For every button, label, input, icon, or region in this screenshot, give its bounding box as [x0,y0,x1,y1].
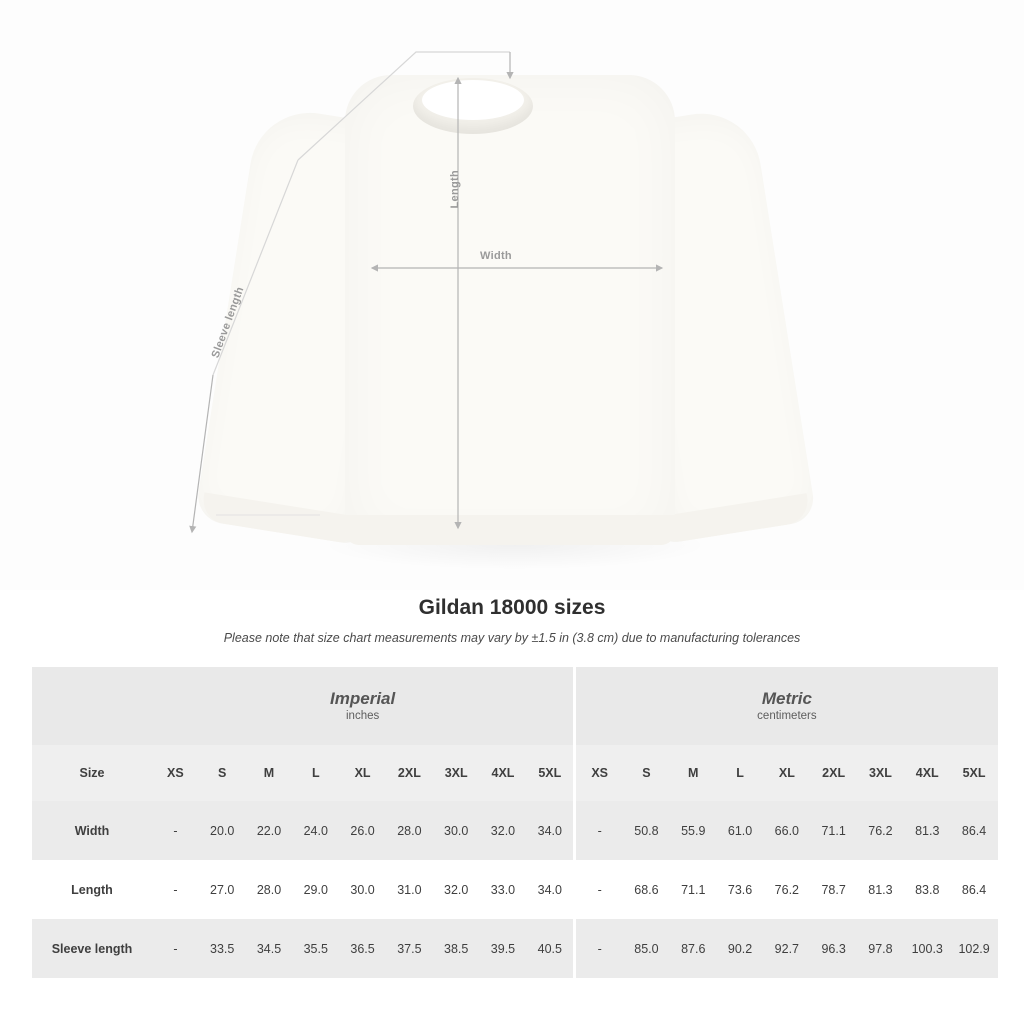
cell-metric: 78.7 [810,860,857,919]
page-title: Gildan 18000 sizes [418,596,606,619]
table-row [32,801,998,860]
cell-metric: 73.6 [717,860,764,919]
cell-metric: 81.3 [904,801,951,860]
cell-imperial: 29.0 [292,860,339,919]
cell-imperial: 33.0 [480,860,527,919]
row-label: Width [32,801,152,860]
cell-imperial: 35.5 [292,919,339,978]
cell-imperial: 34.0 [526,860,573,919]
header-size-5xl: 5XL [538,766,562,780]
cell-metric: - [576,919,623,978]
width-dimension-label: Width [480,250,512,262]
cell-metric: 90.2 [717,919,764,978]
system-header-imperial [152,667,573,745]
cell-metric: 87.6 [670,919,717,978]
sweatshirt-graphic [170,20,830,570]
cell-metric: 86.4 [951,801,998,860]
garment-body [345,75,675,545]
cell-metric: 96.3 [810,919,857,978]
cell-metric: 76.2 [857,801,904,860]
cell-imperial: 30.0 [339,860,386,919]
header-size-xl: XL [778,766,795,780]
cell-metric: 50.8 [623,801,670,860]
cell-imperial: 28.0 [246,860,293,919]
size-chart [32,667,992,978]
system-unit: inches [346,710,380,723]
cell-imperial: 27.0 [199,860,246,919]
cell-metric: 83.8 [904,860,951,919]
cell-imperial: - [152,801,199,860]
system-unit: centimeters [757,710,817,723]
header-size-xs: XS [167,766,184,780]
cell-metric: 61.0 [717,801,764,860]
cell-imperial: 26.0 [339,801,386,860]
cell-imperial: 33.5 [199,919,246,978]
cell-imperial: 34.5 [246,919,293,978]
cell-metric: 55.9 [670,801,717,860]
cell-imperial: 34.0 [526,801,573,860]
length-dimension-label: Length [449,170,461,209]
cell-metric: 71.1 [670,860,717,919]
cell-metric: - [576,801,623,860]
cell-imperial: - [152,919,199,978]
cell-imperial: 32.0 [433,860,480,919]
header-size-xs: XS [591,766,608,780]
cell-metric: 97.8 [857,919,904,978]
sleeve-length-dimension-label: Sleeve length [209,285,247,360]
cell-metric: 86.4 [951,860,998,919]
system-name: Imperial inches [152,688,573,724]
header-size-3xl: 3XL [444,766,468,780]
cell-metric: - [576,860,623,919]
cell-metric: 71.1 [810,801,857,860]
header-size-l: L [736,766,744,780]
cell-imperial: 32.0 [480,801,527,860]
header-size-m: M [263,766,275,780]
table-row [32,860,998,919]
table-corner-cell [32,667,152,745]
header-size: Size [79,766,105,780]
cell-imperial: 36.5 [339,919,386,978]
cell-imperial: 24.0 [292,801,339,860]
system-header-metric [576,667,997,745]
cell-metric: 66.0 [763,801,810,860]
table-row [32,919,998,978]
cell-imperial: 20.0 [199,801,246,860]
collar-opening [422,80,524,120]
cell-metric: 85.0 [623,919,670,978]
header-size-3xl: 3XL [868,766,892,780]
header-size-s: S [642,766,651,780]
cell-metric: 102.9 [951,919,998,978]
cell-imperial: 30.0 [433,801,480,860]
size-table [32,667,998,978]
cell-metric: 81.3 [857,860,904,919]
header-size-2xl: 2XL [397,766,421,780]
row-label: Sleeve length [32,919,152,978]
header-size-4xl: 4XL [491,766,515,780]
cell-imperial: 28.0 [386,801,433,860]
header-size-xl: XL [354,766,371,780]
cell-metric: 76.2 [763,860,810,919]
header-size-5xl: 5XL [962,766,986,780]
header-size-m: M [688,766,699,780]
tolerance-note: Please note that size chart measurements may vary by ±1.5 in (3.8 cm) due to manufacturing tolerances [223,631,801,645]
table-header-row [32,745,998,801]
header-size-2xl: 2XL [822,766,846,780]
header-size-l: L [311,766,320,780]
cell-metric: 100.3 [904,919,951,978]
system-name: Metric centimeters [576,688,997,724]
header-size-4xl: 4XL [915,766,939,780]
cell-imperial: 22.0 [246,801,293,860]
cell-imperial: 38.5 [433,919,480,978]
cell-imperial: 37.5 [386,919,433,978]
cell-imperial: 39.5 [480,919,527,978]
row-label: Length [32,860,152,919]
cell-imperial: 40.5 [526,919,573,978]
cell-metric: 92.7 [763,919,810,978]
cell-imperial: - [152,860,199,919]
header-size-s: S [218,766,227,780]
cell-metric: 68.6 [623,860,670,919]
cell-imperial: 31.0 [386,860,433,919]
